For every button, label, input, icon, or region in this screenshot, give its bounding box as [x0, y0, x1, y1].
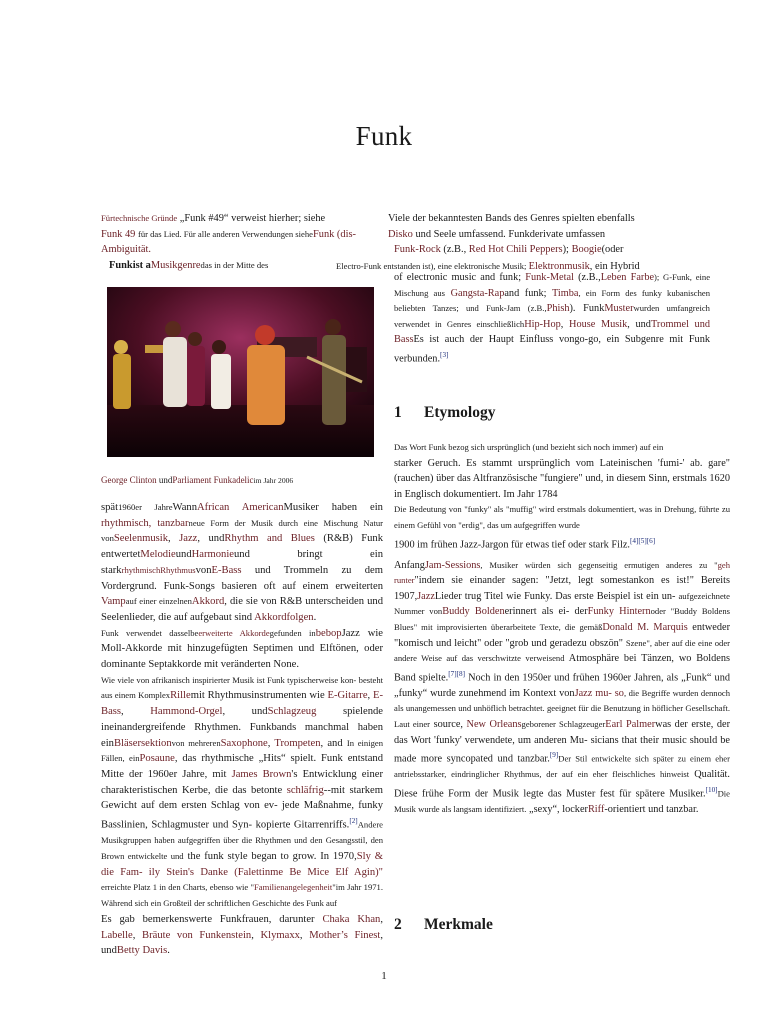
link-earl-palmer[interactable]: Earl Palmer	[605, 718, 656, 730]
text-l46: von mehreren	[171, 737, 221, 748]
text-rt-3: ); G-Funk, eine Mischung aus	[394, 272, 711, 298]
intro-right-line4: Electro-Funk entstanden ist), eine elektronische Musik;	[336, 260, 527, 271]
link-posaune[interactable]: Posaune	[139, 753, 175, 765]
link-funk-rock[interactable]: Funk-Rock	[394, 244, 441, 256]
intro-right-line2: und Seele umfassend. Funkderivate umfassen	[415, 228, 606, 240]
text-e5: Anfang	[394, 559, 425, 571]
text-l11: , und	[197, 533, 225, 545]
text-l58: Andere Musikgruppen haben aufgegriffen über die Rhythmen und den Gesangsstil, den Brown entwickelte und	[101, 819, 383, 861]
page-number: 1	[381, 970, 387, 982]
link-rille[interactable]: Rille	[170, 690, 191, 702]
link-danke-falettinme[interactable]: Danke (Falettinme Be Mice Elf Agin)"	[200, 866, 383, 878]
text-rt-7: wurden umfangreich verwendet in Genres einschließlich	[394, 303, 710, 329]
text-e20: Atmosphäre bei Tänzen, wo Boldens Band spielte.	[394, 653, 730, 684]
text-l22: und Trommeln zu dem Vordergrund. Funk-Songs basieren oft auf einem erweiterten	[101, 564, 383, 592]
citation-3[interactable]: [3]	[440, 350, 449, 359]
link-james-brown[interactable]: James Brown	[231, 768, 292, 780]
link-trompeten[interactable]: Trompeten	[274, 737, 321, 749]
link-klymaxx[interactable]: Klymaxx	[260, 929, 300, 941]
link-braeute-von-funkenstein[interactable]: Bräute von Funkenstein	[142, 929, 252, 941]
link-phish[interactable]: Phish	[546, 303, 570, 315]
text-e30: Der Stil entwickelte sich später zu einem eher antriebsstarker, eindringlicher Rhythmus, der auf ein eher fleischliches hinweist	[394, 753, 730, 780]
text-l44: spielende ineinandergreifende Rhythmen. Funkbands manchmal haben ein	[101, 706, 383, 749]
text-e21: Noch in den 1950er und frühen 1960er Jahren, als „Funk“ und „funky“ wurde zunehmend im Kontext von	[394, 672, 730, 699]
section-heading-merkmale	[394, 916, 493, 934]
link-chaka-khan[interactable]: Chaka Khan	[322, 913, 381, 925]
text-l38: ,	[367, 690, 371, 702]
link-funk-49[interactable]: Funk 49	[101, 228, 136, 240]
lead-term: Funk	[109, 259, 133, 271]
text-l20: von	[195, 564, 212, 576]
text-l2: 1960er Jahre	[118, 502, 173, 512]
text-e1: Das Wort Funk bezog sich ursprünglich (und bezieht sich noch immer) auf ein	[394, 442, 664, 452]
section-title: Etymology	[424, 404, 496, 421]
text-l26: , die sie von R&B unterscheiden und Seelenlieder, die auf aufgebaut sind	[101, 596, 384, 623]
link-trommel-und-bass[interactable]: Trommel und Bass	[394, 318, 711, 346]
link-rhythmisch[interactable]: rhythmisch	[121, 564, 161, 575]
text-e32: Die Musik wurde als langsam identifiziert.	[394, 788, 730, 814]
link-jazz[interactable]: Jazz	[179, 533, 198, 545]
citation-9[interactable]: [9]	[549, 751, 559, 760]
link-elektronmusik[interactable]: Elektronmusik	[528, 260, 590, 272]
link-musikgenre[interactable]: Musikgenre	[150, 259, 201, 271]
text-l31: gefunden in	[269, 627, 316, 638]
text-l64: "im Jahr 1971. Während sich ein Großteil der schriftlichen Geschichte des Funk auf	[101, 882, 383, 909]
link-seelenmusik[interactable]: Seelenmusik	[113, 533, 169, 545]
caption-text-2: im Jahr 2006	[253, 476, 294, 485]
text-l34: Wie viele von afrikanisch inspirierter Musik ist Funk typischerweise kon- besteht aus einem Komplex	[101, 674, 383, 701]
link-rhythmus[interactable]: Rhythmus	[160, 564, 196, 575]
link-betty-davis[interactable]: Betty Davis	[116, 945, 168, 957]
link-funk-disambiguation[interactable]: Funk (dis-	[312, 228, 356, 240]
link-african-american[interactable]: African American	[197, 502, 284, 513]
section-title-2: Merkmale	[424, 916, 493, 933]
text-e9: "indem sie einander sagen: "Jetzt, legt somestankon es ist!" Bereits 1907,	[394, 575, 730, 602]
intro-text-r3b: (z.B.,	[443, 244, 467, 256]
text-l13: (R&B) Funk entwertet	[101, 533, 384, 561]
intro-right-line1: Viele der bekanntesten Bands des Genres spielten ebenfalls	[388, 213, 635, 224]
intro-text-r3d: );	[562, 244, 569, 256]
text-l5: Musiker haben ein	[283, 502, 383, 513]
text-rt-6: ). Funk	[569, 303, 605, 315]
link-sly-family-stone[interactable]: Sly & die Fam- ily Stein's	[101, 851, 383, 878]
text-e35: -orientiert und tanzbar.	[604, 803, 699, 815]
text-e24: source,	[433, 718, 464, 730]
link-ambiguity[interactable]: Ambiguität.	[101, 244, 151, 256]
link-harmonie[interactable]: Harmonie	[191, 549, 234, 561]
text-e23: , die Begriffe wurden dennoch als unangemessen und unhöflich betrachtet. geeignet für die Benutzung in höflicher Gesellschaft. Laut einer	[394, 687, 731, 729]
text-l67: ,	[380, 913, 383, 925]
link-bebop[interactable]: bebop	[315, 627, 342, 639]
link-disko[interactable]: Disko	[388, 228, 413, 240]
intro-continuation	[394, 270, 710, 367]
text-l69: ,	[132, 929, 136, 941]
text-e26: geborener Schlagzeuger	[521, 718, 606, 729]
text-rt-2: (z.B.,	[578, 272, 601, 283]
band-photo	[107, 287, 374, 457]
link-boogie[interactable]: Boogie	[571, 244, 602, 256]
link-donald-m-marquis[interactable]: Donald M. Marquis	[602, 621, 688, 633]
text-l1: spät	[101, 502, 119, 513]
text-e11: Lieder trug Titel wie Funky. Das erste Beispiel ist ein un-	[434, 590, 676, 602]
link-george-clinton[interactable]: George Clinton	[101, 475, 157, 485]
link-schlaefrig[interactable]: schläfrig	[286, 784, 324, 796]
link-vamp[interactable]: Vamp	[101, 596, 126, 608]
link-e-bass[interactable]: E-Bass	[211, 564, 242, 576]
text-rt-5: , ein Form des funky kubanischen beliebten Tanzes; und Funk-Jam (z.B.,	[394, 287, 711, 314]
text-e14: erinnert als ei- der	[504, 606, 588, 618]
text-rt-10: Es ist auch der Haupt Einfluss vongo-go, ein Subgenre mit Funk verbunden.	[394, 334, 710, 365]
link-hammond-orgel[interactable]: Hammond-Orgel	[150, 706, 223, 718]
text-l15: und	[175, 549, 192, 561]
hatnote-text-2: für das Lied. Für alle anderen Verwendungen siehe	[137, 228, 313, 239]
link-geh-runter[interactable]: geh runter	[394, 559, 730, 586]
citation-7-8[interactable]: [7][8]	[448, 669, 466, 678]
text-e19: Szene", aber auf die eine oder andere Weise auf das verschwitzte verweisend	[394, 637, 731, 664]
link-new-orleans[interactable]: New Orleans	[466, 718, 522, 730]
text-l24: auf einer einzelnen	[125, 596, 192, 607]
link-timba[interactable]: Timba	[551, 287, 579, 299]
text-e4: 1900 im frühen Jazz-Jargon für etwas tief oder stark Filz.	[394, 538, 630, 550]
caption-text-1: und	[158, 475, 173, 485]
link-house-musik[interactable]: House Musik	[569, 318, 628, 330]
text-l33: Jazz wie Moll-Akkorde mit hinzugefügten Septimen und Elftönen, oder dominante Septakkorde mit veränderten None.	[101, 627, 383, 671]
text-l40: ,	[121, 706, 124, 718]
link-jazz-musik[interactable]: Jazz mu- so	[574, 687, 624, 699]
text-l51: In einigen Fällen, ein	[101, 737, 384, 764]
link-rhythmisch-tanzbar[interactable]: rhythmisch, tanzbar	[101, 517, 189, 529]
link-melodie[interactable]: Melodie	[140, 549, 176, 561]
text-l57: --mit starkem Gewicht auf dem ersten Schlag von ev- jede Maßnahme, funky Basslinien, Schlagmuster und Syn- kopierte Gitarrenriffs.	[101, 784, 384, 831]
section-heading-etymology	[394, 404, 495, 422]
link-parliament-funkadelic[interactable]: Parliament Funkadelic	[172, 475, 254, 485]
intro-text-r4c: , ein Hybrid	[589, 260, 640, 272]
link-red-hot-chili-peppers[interactable]: Red Hot Chili Peppers	[468, 244, 563, 256]
link-familienangelegenheit[interactable]: Familienangelegenheit	[253, 882, 333, 893]
link-funky-hintern[interactable]: Funky Hintern	[587, 606, 651, 618]
page-title: Funk	[355, 121, 413, 151]
link-leben-farbe[interactable]: Leben Farbe	[600, 272, 655, 283]
link-riff[interactable]: Riff	[587, 803, 605, 815]
link-jam-sessions[interactable]: Jam-Sessions	[424, 559, 481, 571]
hatnote-link[interactable]: Fürtechnische Gründe	[101, 213, 178, 223]
link-mothers-finest[interactable]: Mother’s Finest	[309, 929, 381, 941]
photo-caption	[101, 474, 383, 487]
text-e16: oder "Buddy Boldens Blues" mit improvisierten überarbeitete Texte, die gemäß	[394, 606, 730, 632]
link-e-bass-2[interactable]: E-Bass	[101, 690, 384, 718]
lead-text: das in der Mitte des	[200, 259, 269, 270]
text-l17: und bringt ein stark	[101, 549, 383, 576]
intro-right	[336, 211, 714, 274]
section-number: 1	[394, 404, 402, 421]
text-e28: was der erste, der das Wort 'funky' verwendete, um anderen Mu- sicians that their music should be made more syncopated	[394, 718, 731, 765]
link-erweiterte-akkorde[interactable]: erweiterte Akkorde	[198, 627, 270, 638]
text-e3: Die Bedeutung von "funky" als "muffig" wird erstmals dokumentiert, was in Drehung, führte zu einem Gefühl von "erdig", das um aufgegriffen wurde	[394, 504, 730, 530]
link-jazz-2[interactable]: Jazz	[417, 590, 435, 602]
text-l55: 's Entwicklung einer charakteristischen Kerbe, die das betonte	[101, 768, 383, 796]
left-column-body	[101, 500, 383, 959]
text-e29: und tanzbar.	[497, 753, 550, 765]
text-l29: Funk verwendet dasselbe	[101, 627, 199, 638]
text-e12: aufgezeichnete Nummer von	[394, 590, 730, 617]
text-l50: , and	[320, 737, 343, 749]
link-schlagzeug[interactable]: Schlagzeug	[267, 706, 317, 718]
text-l36: mit Rhythmusinstrumenten wie	[190, 690, 325, 702]
citation-2[interactable]: [2]	[349, 817, 358, 826]
link-labelle[interactable]: Labelle	[101, 929, 133, 941]
text-l9: ,	[168, 533, 171, 545]
text-l59: the funk style began to grow. In 1970,	[187, 851, 357, 862]
citation-4-5-6[interactable]: [4][5][6]	[630, 536, 656, 545]
text-l75: , und	[101, 929, 384, 957]
link-akkordfolgen[interactable]: Akkordfolgen	[254, 611, 314, 623]
text-e31: Qualität. Diese frühe Form der Musik legte das Muster fest für spätere Musiker.	[394, 769, 730, 800]
text-l3: Wann	[172, 502, 197, 513]
link-muster[interactable]: Muster	[604, 303, 634, 315]
link-funk-metal[interactable]: Funk-Metal	[525, 272, 574, 283]
link-gangsta-rap[interactable]: Gangsta-Rap	[450, 287, 505, 299]
text-l73: ,	[299, 929, 303, 941]
text-l71: ,	[251, 929, 254, 941]
text-e18: entweder "komisch und leicht" oder "grob und geradezu obszön"	[394, 621, 731, 649]
text-l48: ,	[267, 737, 271, 749]
citation-10[interactable]: [10]	[705, 785, 718, 794]
text-e2: starker Geruch. Es stammt ursprünglich vom Lateinischen 'fumi-' ab. gare" (rauchen) über das Altfranzösische "fungiere" und, in diesem Sinn, erstmals 1620 in Englisch dokumentiert. Im Jahr 1784	[394, 457, 730, 500]
etymology-body	[394, 440, 730, 817]
text-l7: neue Form der Musik durch eine Mischung Natur von	[101, 517, 383, 544]
text-rt-9: , und	[627, 318, 651, 330]
section-number-2: 2	[394, 916, 402, 933]
text-e33: „sexy“, locker	[529, 803, 588, 815]
text-e7: , Musiker würden sich gegenseitig ermutigen anderes zu "	[480, 559, 718, 570]
link-hip-hop[interactable]: Hip-Hop	[524, 318, 561, 330]
text-l53: , das rhythmische „Hits“ spielt. Funk entstand Mitte der 1960er Jahre, mit	[101, 753, 384, 780]
text-rt-8: ,	[560, 318, 564, 330]
link-e-gitarre[interactable]: E-Gitarre	[327, 690, 368, 702]
link-akkord[interactable]: Akkord	[191, 596, 225, 608]
text-rt-4: and funk;	[504, 287, 547, 299]
hatnote-text: „Funk #49“ verweist hierher; siehe	[179, 213, 326, 224]
text-l62: erreichte Platz 1 in den Charts, ebenso wie "	[101, 882, 254, 893]
text-l28: .	[313, 611, 317, 623]
link-saxophone[interactable]: Saxophone	[220, 737, 268, 749]
intro-text-r3f: (oder	[601, 244, 624, 256]
text-rt-1: of electronic music and funk;	[394, 272, 522, 283]
text-l65: Es gab bemerkenswerte Funkfrauen, darunter	[101, 913, 315, 925]
lead-is: ist a	[132, 259, 151, 271]
link-rhythm-and-blues[interactable]: Rhythm and Blues	[224, 533, 315, 545]
band-photo-image	[107, 287, 374, 457]
link-blaesersektion[interactable]: Bläsersektion	[113, 737, 172, 749]
link-buddy-bolden[interactable]: Buddy Bolden	[442, 606, 505, 618]
text-l77: .	[167, 945, 170, 957]
text-l42: , und	[222, 706, 268, 718]
